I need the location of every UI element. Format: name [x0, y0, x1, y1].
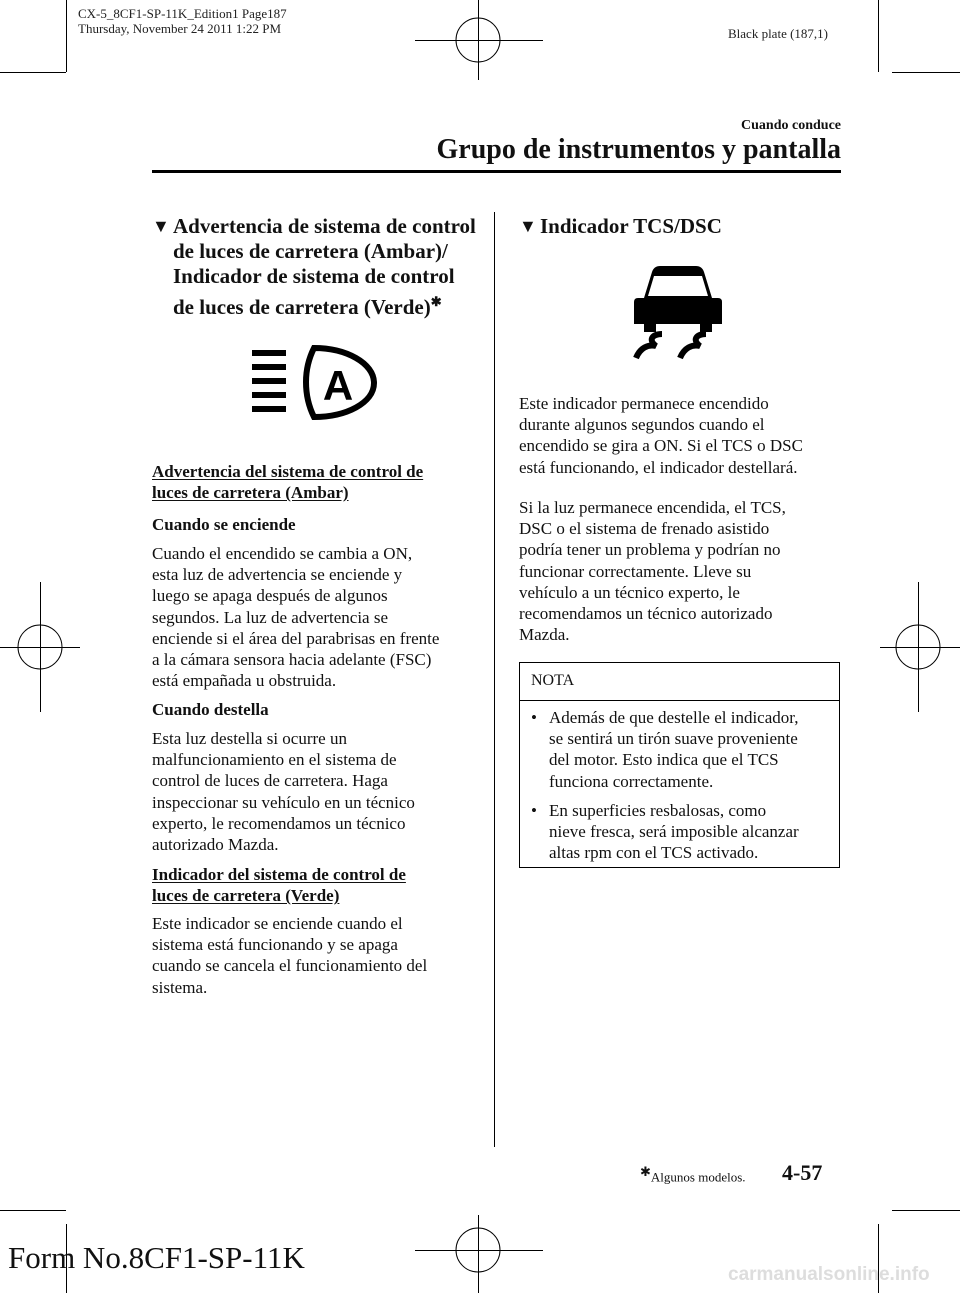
- when-flash-text: [152, 728, 482, 855]
- high-beam-letter: A: [322, 362, 354, 409]
- note-item: [531, 707, 831, 792]
- when-flash-label: Cuando destella: [152, 700, 269, 719]
- plate-info: Black plate (187,1): [728, 26, 828, 41]
- text-line: funcionar correctamente. Lleve su: [519, 561, 752, 581]
- text-line: cuando se cancela el funcionamiento del: [152, 956, 428, 976]
- text-line: Esta luz destella si ocurre un: [152, 729, 347, 748]
- text-line: durante algunos segundos cuando el: [519, 415, 765, 435]
- footnote-text: Algunos modelos.: [650, 1169, 746, 1185]
- left-heading-line: Advertencia de sistema de control: [173, 214, 476, 238]
- green-text: [152, 913, 482, 998]
- text-line: luego se apaga después de algunos: [152, 586, 388, 606]
- left-heading-line: de luces de carretera (Verde): [173, 295, 431, 319]
- text-line: encendido se gira a ON. Si el TCS o DSC: [519, 436, 803, 456]
- right-heading: [519, 214, 839, 239]
- section-label: Cuando conduce: [741, 118, 841, 133]
- form-number: Form No.8CF1-SP-11K: [8, 1240, 305, 1275]
- footnote: [640, 1164, 746, 1185]
- text-line: Cuando el encendido se cambia a ON,: [152, 544, 413, 563]
- bullet-icon: •: [531, 801, 537, 820]
- text-line: recomendamos un técnico autorizado: [519, 604, 773, 624]
- left-heading-line: de luces de carretera (Ambar)/: [173, 239, 448, 263]
- subheading-green: [152, 864, 482, 906]
- text-line: sistema.: [152, 977, 208, 997]
- note-item: [531, 800, 831, 864]
- tcs-dsc-icon: [630, 262, 726, 362]
- text-line: está empañada u obstruida.: [152, 671, 337, 691]
- tcs-para1: [519, 393, 840, 478]
- text-line: Si la luz permanece encendida, el TCS,: [519, 498, 786, 517]
- when-on-text: [152, 543, 482, 691]
- text-line: podría tener un problema y podrían no: [519, 540, 781, 560]
- subheading-line: luces de carretera (Ambar): [152, 483, 349, 502]
- text-line: Además de que destelle el indicador,: [549, 708, 799, 727]
- text-line: nieve fresca, será imposible alcanzar: [549, 822, 799, 842]
- text-line: DSC o el sistema de frenado asistido: [519, 519, 770, 539]
- text-line: está funcionando, el indicador destellará.: [519, 457, 798, 477]
- text-line: control de luces de carretera. Haga: [152, 771, 388, 791]
- note-box: [519, 662, 840, 868]
- text-line: experto, le recomendamos un técnico: [152, 813, 406, 833]
- right-heading-text: Indicador TCS/DSC: [540, 214, 722, 238]
- high-beam-auto-icon: [250, 345, 378, 425]
- text-line: funciona correctamente.: [549, 771, 714, 791]
- print-info-line2: Thursday, November 24 2011 1:22 PM: [78, 21, 282, 36]
- text-line: Mazda.: [519, 625, 570, 645]
- text-line: esta luz de advertencia se enciende y: [152, 565, 403, 585]
- text-line: se sentirá un tirón suave proveniente: [549, 729, 798, 749]
- text-line: segundos. La luz de advertencia se: [152, 607, 389, 627]
- text-line: altas rpm con el TCS activado.: [549, 843, 759, 863]
- note-header: [520, 663, 839, 701]
- column-divider: [494, 212, 495, 1147]
- note-title: NOTA: [531, 672, 575, 689]
- subheading-line: luces de carretera (Verde): [152, 886, 340, 905]
- text-line: En superficies resbalosas, como: [549, 801, 767, 820]
- subheading-line: Indicador del sistema de control de: [152, 865, 406, 884]
- page-number: 4-57: [782, 1160, 823, 1185]
- left-heading: [152, 214, 482, 320]
- bullet-icon: •: [531, 708, 537, 727]
- text-line: enciende si el área del parabrisas en frente: [152, 628, 440, 648]
- text-line: Este indicador se enciende cuando el: [152, 914, 403, 933]
- subheading-line: Advertencia del sistema de control de: [152, 462, 424, 481]
- text-line: vehículo a un técnico experto, le: [519, 582, 740, 602]
- when-on-label: Cuando se enciende: [152, 515, 296, 534]
- triangle-marker-icon: ▼: [519, 216, 537, 236]
- watermark: carmanualsonline.info: [728, 1264, 930, 1285]
- title-rule: [152, 170, 841, 173]
- triangle-marker-icon: ▼: [152, 216, 170, 236]
- print-info-line1: CX-5_8CF1-SP-11K_Edition1 Page187: [78, 6, 287, 21]
- tcs-para2: [519, 497, 840, 645]
- subheading-amber: [152, 461, 482, 503]
- text-line: malfuncionamiento en el sistema de: [152, 750, 397, 770]
- text-line: sistema está funcionando y se apaga: [152, 935, 398, 955]
- text-line: inspeccionar su vehículo en un técnico: [152, 792, 415, 812]
- text-line: a la cámara sensora hacia adelante (FSC): [152, 650, 432, 670]
- text-line: Este indicador permanece encendido: [519, 394, 769, 413]
- text-line: del motor. Esto indica que el TCS: [549, 750, 779, 770]
- footnote-star: ✱: [430, 294, 442, 309]
- left-heading-line: Indicador de sistema de control: [173, 264, 455, 288]
- text-line: autorizado Mazda.: [152, 835, 279, 855]
- page-title: Grupo de instrumentos y pantalla: [436, 134, 841, 165]
- footnote-star: ✱: [640, 1164, 651, 1179]
